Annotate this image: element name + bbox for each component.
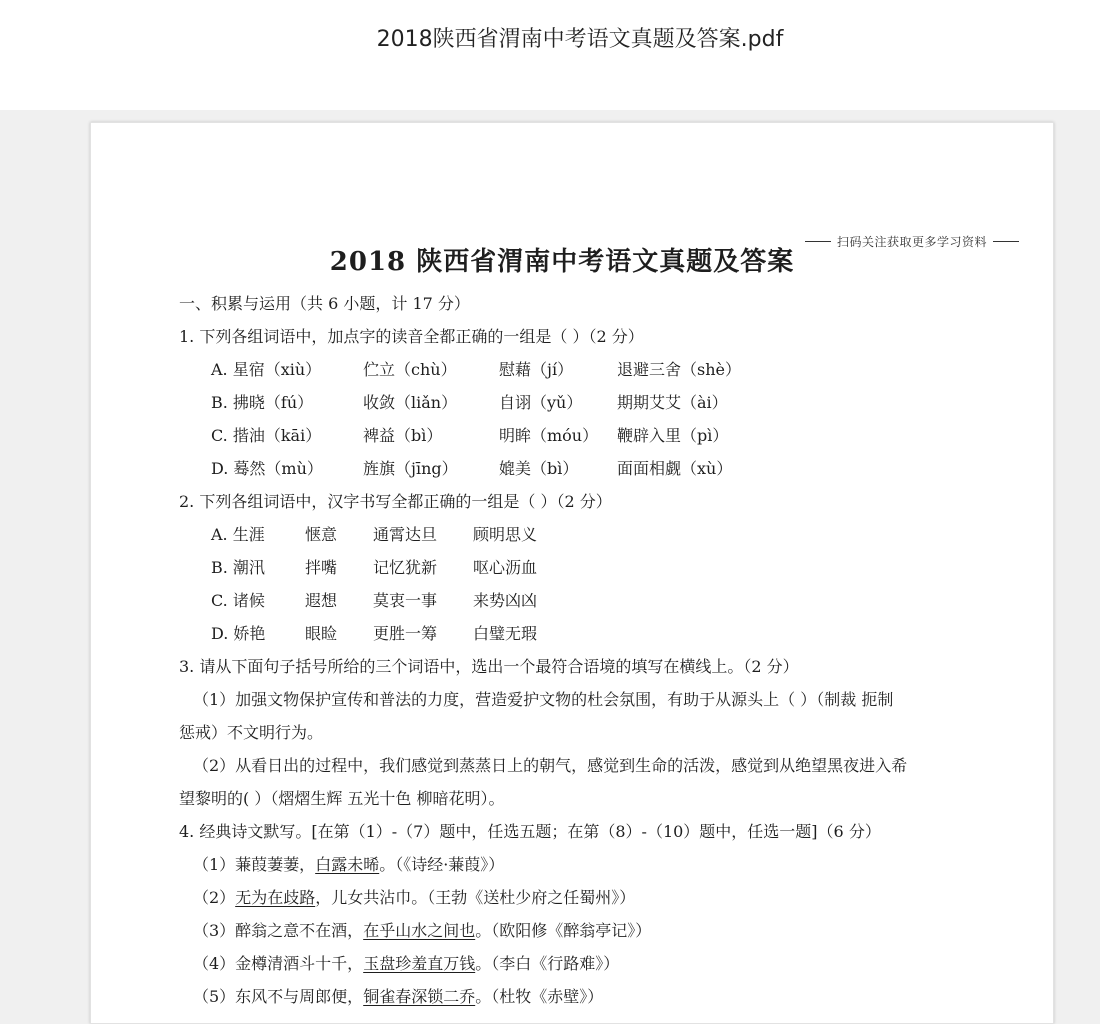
option-word: A. 生涯 (211, 525, 265, 544)
option-word: 裨益（bì） (363, 426, 443, 445)
option-word: D. 娇艳 (211, 624, 266, 643)
option-word: 收敛（liǎn） (363, 393, 458, 412)
option-word: D. 蓦然（mù） (211, 459, 323, 478)
item-text: （5）东风不与周郎便， (193, 987, 364, 1006)
q3-part2-line2: 望黎明的( ）（熠熠生辉 五光十色 柳暗花明）。 (179, 789, 505, 808)
document-viewer[interactable] (0, 110, 1100, 1006)
item-source: 。（杜牧《赤壁》） (475, 987, 604, 1006)
answer-text: 在乎山水之间也 (363, 921, 476, 940)
option-word: 遐想 (305, 591, 338, 610)
item-text: （3）醉翁之意不在酒， (193, 921, 364, 940)
option-word: B. 拂晓（fú） (211, 393, 314, 412)
question-1-stem: 1. 下列各组词语中，加点字的读音全都正确的一组是（ ）（2 分） (179, 327, 644, 346)
option-word: 自诩（yǔ） (499, 393, 583, 412)
page-content (179, 287, 979, 1013)
viewer-titlebar (0, 0, 1100, 110)
option-word: C. 揩油（kāi） (211, 426, 322, 445)
item-text: （2） (193, 888, 236, 907)
q2-option-d (179, 617, 979, 650)
file-title: 2018陕西省渭南中考语文真题及答案.pdf (376, 27, 784, 52)
q3-part1-line2: 惩戒）不文明行为。 (179, 723, 324, 742)
option-word: 眼睑 (305, 624, 338, 643)
item-text: （1）蒹葭萋萋， (193, 855, 316, 874)
option-word: 白璧无瑕 (473, 624, 538, 643)
option-word: B. 潮汛 (211, 558, 265, 577)
option-word: 旌旗（jīng） (363, 459, 458, 478)
question-2-stem: 2. 下列各组词语中，汉字书写全都正确的一组是（ ）（2 分） (179, 492, 612, 511)
q1-option-b (179, 386, 979, 419)
q2-option-c (179, 584, 979, 617)
option-word: 退避三舍（shè） (617, 360, 741, 379)
q3-part2-line1: （2）从看日出的过程中，我们感觉到蒸蒸日上的朝气，感觉到生命的活泼，感觉到从绝望黑夜进入希 (193, 756, 908, 775)
option-word: 更胜一筹 (373, 624, 438, 643)
option-word: 记忆犹新 (373, 558, 438, 577)
option-word: 明眸（móu） (499, 426, 599, 445)
option-word: 顾明思义 (473, 525, 538, 544)
q3-part1-line1: （1）加强文物保护宣传和普法的力度，营造爱护文物的杜会氛围，有助于从源头上（ ）（制裁 扼制 (193, 690, 894, 709)
answer-text: 玉盘珍羞直万钱 (363, 954, 476, 973)
section-heading: 一、积累与运用（共 6 小题，计 17 分） (179, 294, 470, 313)
q4-item (179, 914, 979, 947)
answer-text: 白露未晞 (315, 855, 380, 874)
question-4-stem: 4. 经典诗文默写。[在第（1）-（7）题中，任选五题；在第（8）-（10）题中，任选一题]（6 分） (179, 822, 881, 841)
q4-item (179, 980, 979, 1013)
item-source: 。（《诗经·蒹葭》） (379, 855, 505, 874)
q2-option-a (179, 518, 979, 551)
q4-item (179, 947, 979, 980)
option-word: 莫衷一事 (373, 591, 438, 610)
option-word: C. 诸候 (211, 591, 265, 610)
option-word: 伫立（chù） (363, 360, 457, 379)
page-heading: 2018 陕西省渭南中考语文真题及答案 (329, 247, 795, 277)
item-source: 。（李白《行路难》） (475, 954, 620, 973)
option-word: 通霄达旦 (373, 525, 438, 544)
option-word: 期期艾艾（ài） (617, 393, 728, 412)
option-word: 来势凶凶 (473, 591, 538, 610)
option-word: A. 星宿（xiù） (211, 360, 322, 379)
option-word: 鞭辟入里（pì） (617, 426, 729, 445)
q4-item (179, 848, 979, 881)
option-word: 惬意 (305, 525, 338, 544)
pdf-page (90, 122, 1054, 1024)
q4-item (179, 881, 979, 914)
q1-option-c (179, 419, 979, 452)
item-text: （4）金樽清酒斗十千， (193, 954, 364, 973)
q2-option-b (179, 551, 979, 584)
option-word: 慰藉（jí） (499, 360, 574, 379)
answer-text: 铜雀春深锁二乔 (363, 987, 476, 1006)
item-source: 。（欧阳修《醉翁亭记》） (475, 921, 652, 940)
option-word: 呕心沥血 (473, 558, 538, 577)
question-3-stem: 3. 请从下面句子括号所给的三个词语中，选出一个最符合语境的填写在横线上。（2 分） (179, 657, 799, 676)
option-word: 拌嘴 (305, 558, 338, 577)
q1-option-a (179, 353, 979, 386)
option-word: 面面相觑（xù） (617, 459, 733, 478)
q1-option-d (179, 452, 979, 485)
item-source: ，儿女共沾巾。（王勃《送杜少府之任蜀州》） (315, 888, 636, 907)
option-word: 媲美（bì） (499, 459, 579, 478)
banner-text: 扫码关注获取更多学习资料 (836, 235, 987, 249)
answer-text: 无为在歧路 (235, 888, 316, 907)
